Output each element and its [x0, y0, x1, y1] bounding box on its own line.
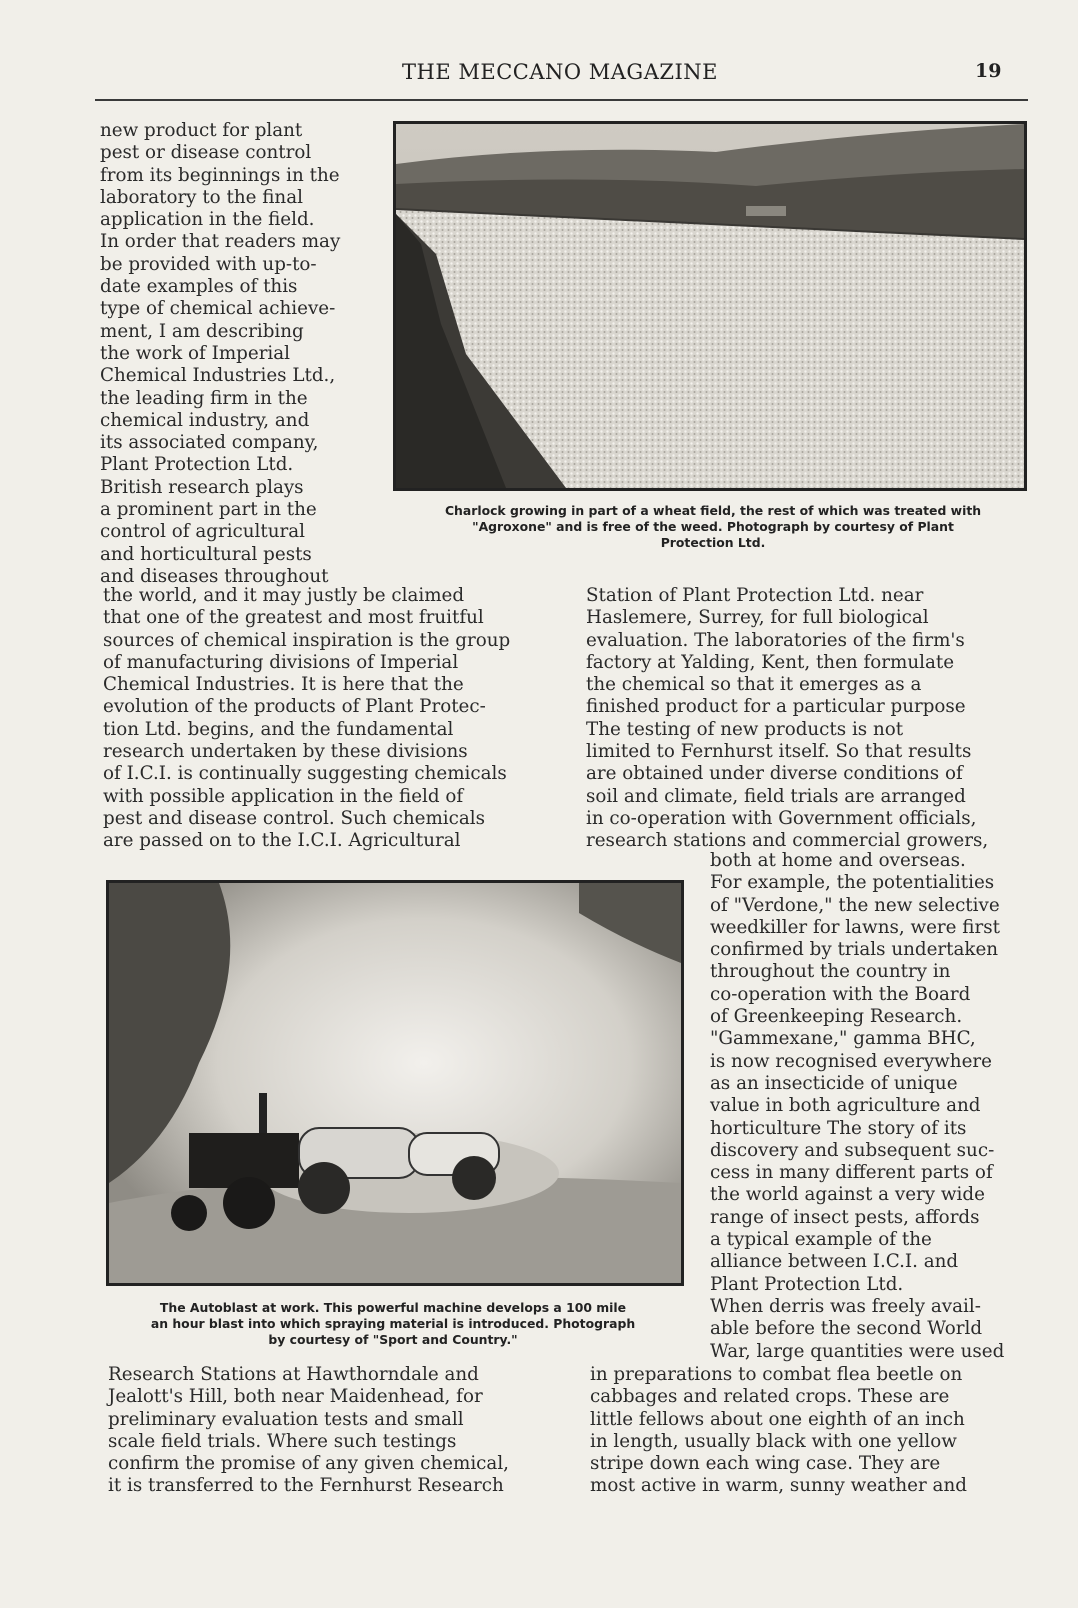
narrow-column-text: new product for plant pest or disease control from its beginnings in the laboratory to the final application in the field. In order that readers may be provided with up-to- date examples of this type of chemical achieve- ment, I am describing the work of Imperial Chemical Industries Ltd., the leading firm in the chemical industry, and its associated company, Plant Protection Ltd. British research plays a prominent part in the control of agricultural and horticultural pests and diseases throughout — [100, 120, 341, 587]
photo-wheat-field — [393, 121, 1027, 491]
right-column-top-text: Station of Plant Protection Ltd. near Haslemere, Surrey, for full biological evaluation. The laboratories of the firm's factory at Yalding, Kent, then formulate the chemical so that it emerges as a finished product for a particular purpose The testing of new products is not limited to Fernhurst itself. So that results are obtained under diverse conditions of soil and climate, field trials are arranged in co-operation with Government officials, research stations and commercial growers, — [586, 585, 989, 852]
wheat-field-image — [396, 124, 1024, 488]
top-photo-caption: Charlock growing in part of a wheat field, the rest of which was treated with "Agroxone" and is free of the weed. Photograph by courtesy of Plant Protection Ltd. — [444, 503, 982, 550]
photo-autoblast — [106, 880, 684, 1286]
header-rule — [95, 99, 1028, 101]
page-number: 19 — [975, 60, 1002, 82]
right-narrow-column-text: both at home and overseas. For example, the potentialities of "Verdone," the new selective weedkiller for lawns, were first confirmed by trials undertaken throughout the country in co-operation with the Board of Greenkeeping Research. "Gammexane," gamma BHC, is now recognised everywhere as an insecticide of unique value in both agriculture and horticulture The story of its discovery and subsequent suc- cess in many different parts of the world against a very wide range of insect pests, affords a typical example of the alliance between I.C.I. and Plant Protection Ltd. When derris was freely avail- able before the second World War, large quantities were used — [710, 850, 1005, 1362]
autoblast-image — [109, 883, 681, 1283]
left-column-text: the world, and it may justly be claimed that one of the greatest and most fruitful sources of chemical inspiration is the group of manufacturing divisions of Imperial Chemical Industries. It is here that the evolution of the products of Plant Protec- tion Ltd. begins, and the fundamental research undertaken by these divisions of I.C.I. is continually suggesting chemicals with possible application in the field of pest and disease control. Such chemicals are passed on to the I.C.I. Agricultural — [103, 585, 511, 852]
magazine-title: THE MECCANO MAGAZINE — [402, 60, 718, 84]
bottom-photo-caption: The Autoblast at work. This powerful machine develops a 100 mile an hour blast into which spraying material is introduced. Photograph by courtesy of "Sport and Country." — [150, 1300, 636, 1347]
right-bottom-text: in preparations to combat flea beetle on cabbages and related crops. These are little fellows about one eighth of an inch in length, usually black with one yellow stripe down each wing case. They are most active in warm, sunny weather and — [590, 1364, 967, 1497]
left-bottom-text: Research Stations at Hawthorndale and Jealott's Hill, both near Maidenhead, for preliminary evaluation tests and small scale field trials. Where such testings confirm the promise of any given chemical, it is transferred to the Fernhurst Research — [108, 1364, 509, 1497]
